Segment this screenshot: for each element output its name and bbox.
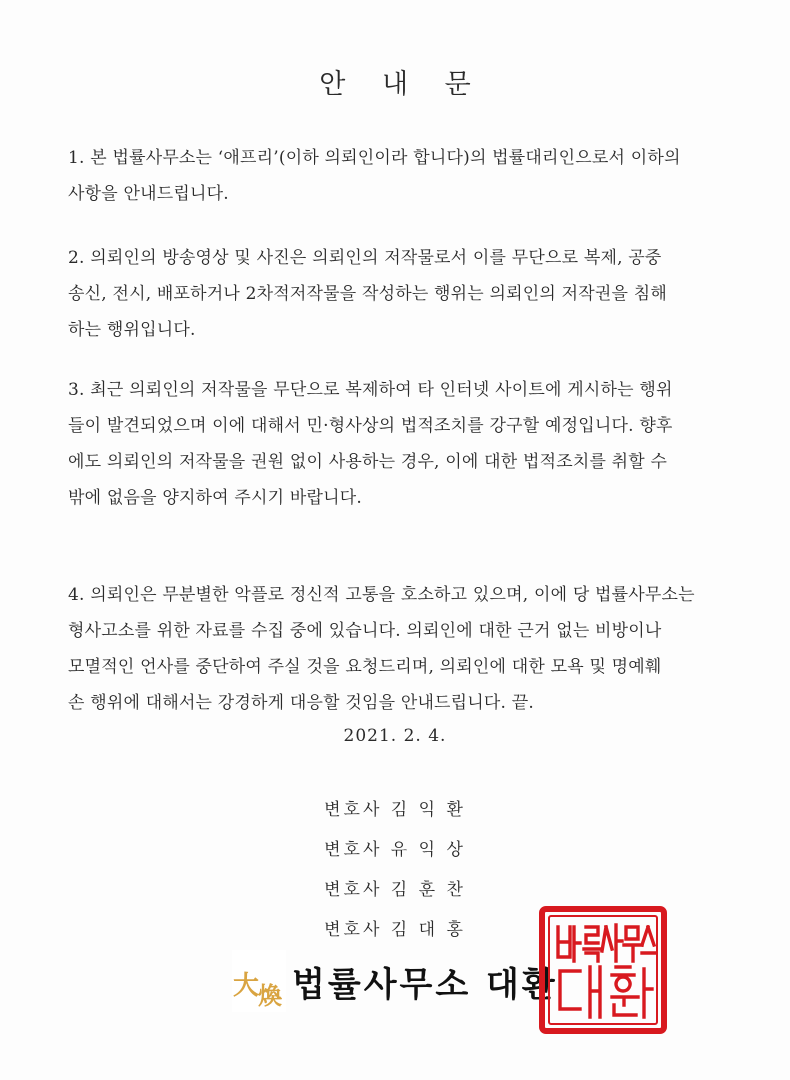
red-seal-stamp	[538, 905, 668, 1035]
firm-name: 법률사무소 대환	[292, 964, 558, 1005]
paragraph-3: 3. 최근 의뢰인의 저작물을 무단으로 복제하여 타 인터넷 사이트에 게시하는 행위 들이 발견되었으며 이에 대해서 민·형사상의 법적조치를 강구할 예정입니다. 향후 에도 의뢰인의 저작물을 권원 없이 사용하는 경우, 이에 대한 법적조치를 취할 수 밖에 없음을 양지하여 주시기 바랍니다.	[68, 380, 673, 508]
lawyer-name: 변호사 유 익 상	[324, 840, 466, 860]
paragraph-4: 4. 의뢰인은 무분별한 악플로 정신적 고통을 호소하고 있으며, 이에 당 법률사무소는 형사고소를 위한 자료를 수집 중에 있습니다. 의뢰인에 대한 근거 없는 비방이나 모멸적인 언사를 중단하여 주실 것을 요청드리며, 의뢰인에 대한 모욕 및 명예훼 손 행위에 대해서는 강경하게 대응할 것임을 안내드립니다. 끝.	[68, 585, 695, 713]
firm-logo-icon	[232, 950, 286, 1012]
firm-signature	[232, 945, 558, 1017]
lawyer-list	[0, 790, 790, 950]
svg-text:大: 大	[233, 971, 260, 1001]
document-date: 2021. 2. 4.	[343, 726, 447, 746]
lawyer-name: 변호사 김 익 환	[324, 800, 466, 820]
document-title: 안 내 문	[319, 69, 485, 100]
lawyer-name: 변호사 김 대 홍	[324, 920, 466, 940]
lawyer-name: 변호사 김 훈 찬	[324, 880, 466, 900]
svg-text:煥: 煥	[258, 981, 282, 1010]
paragraph-1: 1. 본 법률사무소는 ‘애프리’(이하 의뢰인이라 합니다)의 법률대리인으로서 이하의 사항을 안내드립니다.	[68, 148, 681, 204]
paragraph-2: 2. 의뢰인의 방송영상 및 사진은 의뢰인의 저작물로서 이를 무단으로 복제, 공중 송신, 전시, 배포하거나 2차적저작물을 작성하는 행위는 의뢰인의 저작권을 침해 하는 행위입니다.	[68, 248, 667, 340]
